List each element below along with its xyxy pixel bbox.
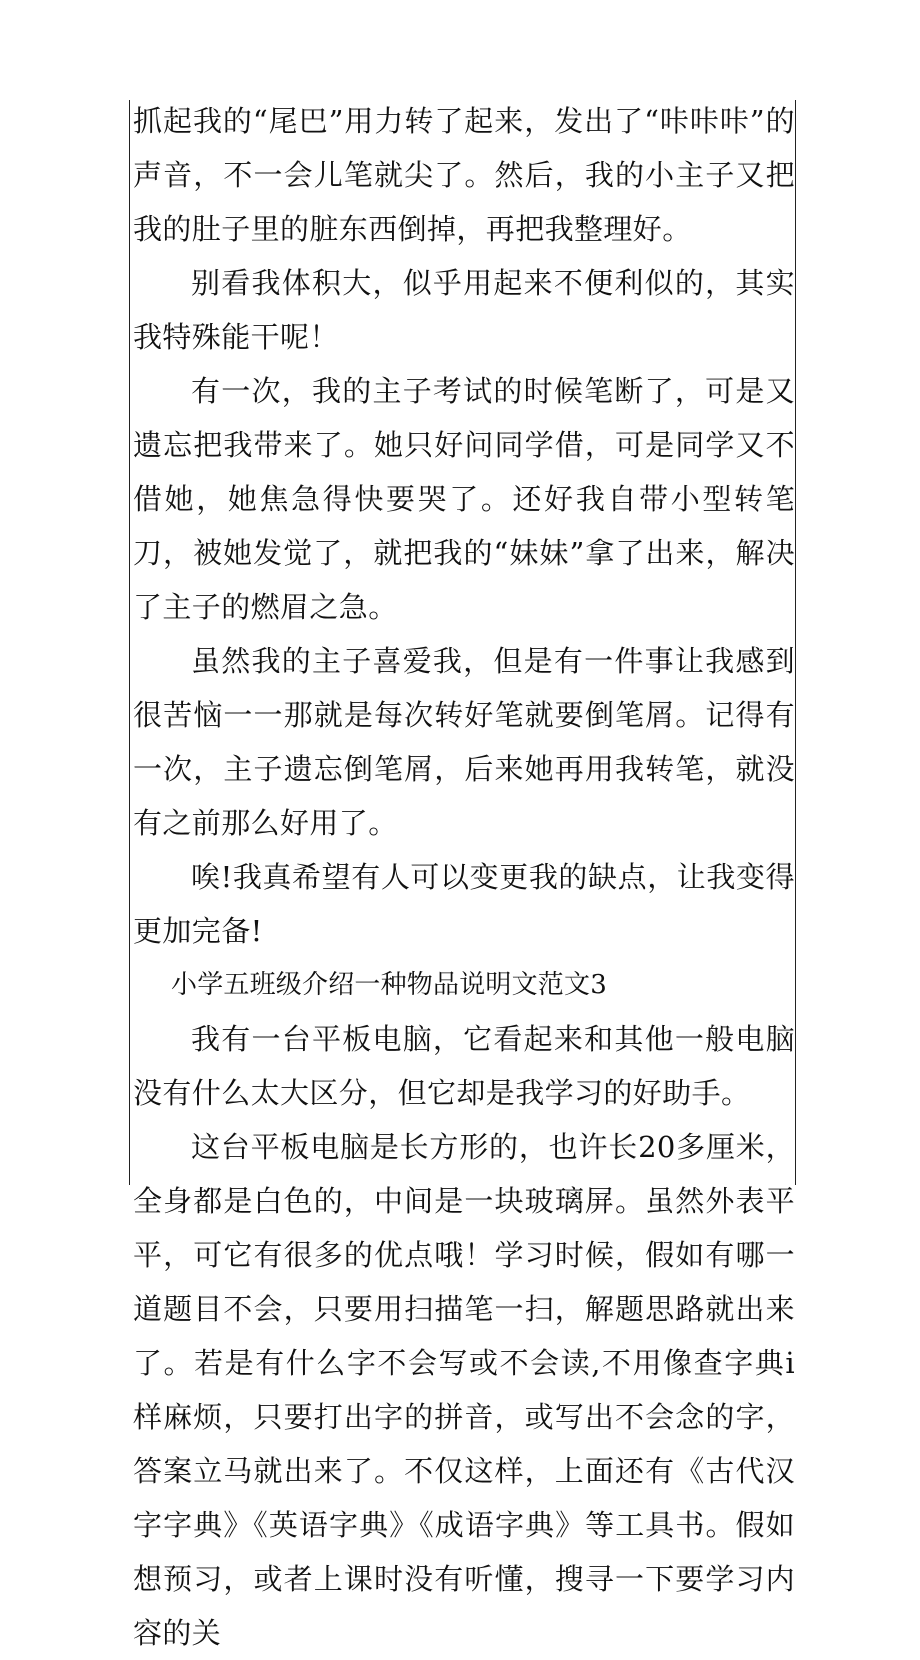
paragraph-5: 唉!我真希望有人可以变更我的缺点，让我变得更加完备! [133,860,795,948]
paragraph-1: 抓起我的“尾巴”用力转了起来，发出了“咔咔咔”的声音，不一会儿笔就尖了。然后，我的小主子又把我的肚子里的脏东西倒掉，再把我整理好。 [133,104,795,246]
table-border-left [129,100,130,1185]
paragraph-3: 有一次，我的主子考试的时候笔断了，可是又遗忘把我带来了。她只好问同学借，可是同学又不借她，她焦急得快要哭了。还好我自带小型转笔刀，被她发觉了，就把我的“妹妹”拿了出来，解决了主子的燃眉之急。 [133,374,795,624]
section-heading: 小学五班级介绍一种物品说明文范文3 [171,970,607,1000]
document-body [133,94,795,1660]
paragraph-7: 这台平板电脑是长方形的，也许长20多厘米，全身都是白色的，中间是一块玻璃屏。虽然外表平平，可它有很多的优点哦！学习时候，假如有哪一道题目不会，只要用扫描笔一扫，解题思路就出来了。若是有什么字不会写或不会读,不用像查字典i样麻烦，只要打出字的拼音，或写出不会念的字，答案立马就出来了。不仅这样，上面还有《古代汉字字典》《英语字典》《成语字典》等工具书。假如想预习，或者上课时没有听懂，搜寻一下要学习内容的关 [133,1130,795,1650]
paragraph-6: 我有一台平板电脑，它看起来和其他一般电脑没有什么太大区分，但它却是我学习的好助手。 [133,1022,795,1110]
table-border-right [795,100,796,1185]
paragraph-4: 虽然我的主子喜爱我，但是有一件事让我感到很苦恼一一那就是每次转好笔就要倒笔屑。记得有一次，主子遗忘倒笔屑，后来她再用我转笔，就没有之前那么好用了。 [133,644,795,840]
paragraph-2: 别看我体积大，似乎用起来不便利似的，其实我特殊能干呢！ [133,266,795,354]
